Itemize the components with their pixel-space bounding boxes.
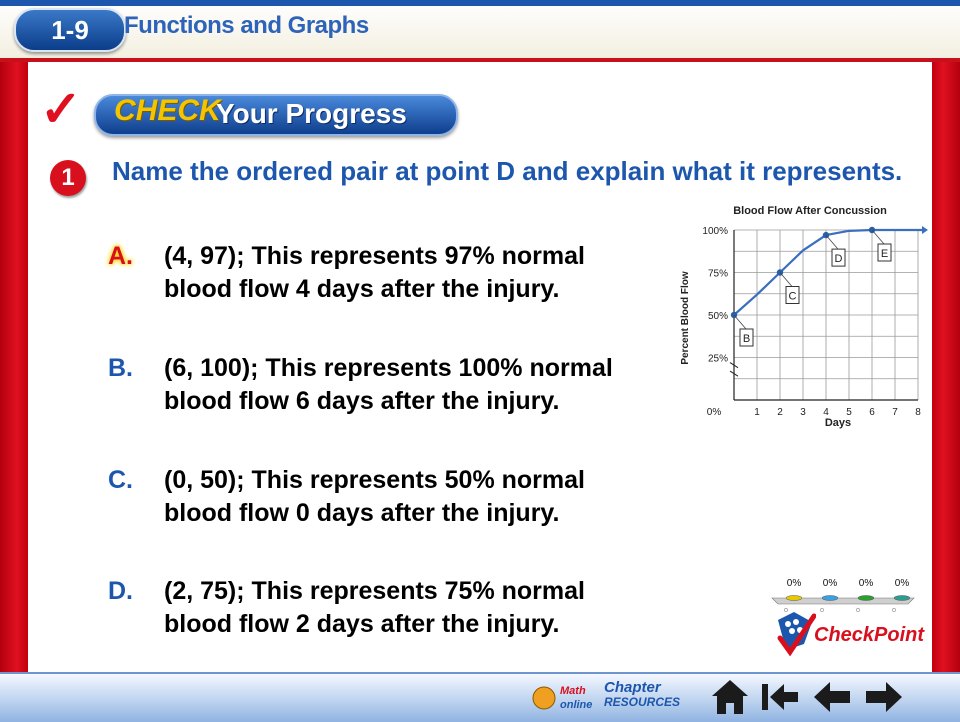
choice-text: (4, 97); This represents 97% normal blood flow 4 days after the injury. bbox=[164, 242, 585, 303]
poll-bars bbox=[772, 578, 914, 612]
banner-progress-words: Your Progress bbox=[216, 98, 407, 129]
previous-slide-button[interactable] bbox=[810, 676, 854, 718]
home-icon bbox=[712, 680, 748, 714]
next-slide-button[interactable] bbox=[862, 676, 906, 718]
chapter-resources-button[interactable] bbox=[604, 680, 680, 710]
chapter-label-bottom: RESOURCES bbox=[604, 695, 681, 709]
x-tick-label: 6 bbox=[869, 407, 875, 418]
home-button[interactable] bbox=[708, 676, 752, 718]
choice-letter: C. bbox=[108, 466, 133, 494]
poll-bar-2 bbox=[822, 596, 838, 601]
poll-bar-3 bbox=[858, 596, 874, 601]
x-tick-label: 5 bbox=[846, 407, 852, 418]
point-label-c: C bbox=[788, 290, 797, 303]
y-tick-label: 100% bbox=[702, 226, 728, 237]
checkpoint-check-icon bbox=[774, 610, 816, 656]
choice-letter: A. bbox=[108, 242, 133, 270]
point-leader-b bbox=[734, 315, 746, 329]
poll-value-2: 0% bbox=[822, 578, 838, 589]
poll-bar-4 bbox=[894, 596, 910, 601]
poll-value-3: 0% bbox=[858, 578, 874, 589]
math-label-top: Math bbox=[560, 685, 586, 697]
x-tick-label: 7 bbox=[892, 407, 898, 418]
x-tick-label: 8 bbox=[915, 407, 921, 418]
checkpoint-logo bbox=[774, 610, 924, 658]
chart-title: Blood Flow After Concussion bbox=[733, 205, 887, 217]
checkpoint-label: CheckPoint bbox=[814, 624, 925, 646]
point-label-e: E bbox=[880, 248, 889, 260]
point-leader-d bbox=[826, 235, 838, 249]
point-leader-e bbox=[872, 230, 884, 244]
header bbox=[0, 0, 960, 62]
question-number-badge: 1 bbox=[50, 160, 86, 196]
chart-xlabel: Days bbox=[824, 417, 852, 429]
choice-text: (0, 50); This represents 50% normal blood flow 0 days after the injury. bbox=[164, 466, 585, 527]
curve-arrowhead bbox=[922, 226, 928, 234]
x-tick-label: 2 bbox=[777, 407, 783, 418]
x-tick-label: 1 bbox=[754, 407, 760, 418]
poll-value-1: 0% bbox=[786, 578, 802, 589]
question-text: Name the ordered pair at point D and explain what it represents. bbox=[112, 156, 903, 186]
lesson-number-badge: 1-9 bbox=[14, 8, 126, 52]
y-tick-label: 75% bbox=[707, 268, 728, 280]
chapter-label-top: Chapter bbox=[604, 679, 661, 696]
arrow-left-icon bbox=[814, 682, 850, 712]
poll-bar-1 bbox=[786, 596, 802, 601]
checkmark-icon: ✓ bbox=[40, 81, 82, 137]
choice-text: (2, 75); This represents 75% normal blood flow 2 days after the injury. bbox=[164, 577, 585, 638]
left-frame bbox=[0, 0, 28, 720]
lesson-title: Functions and Graphs bbox=[124, 12, 369, 39]
check-your-progress-banner bbox=[40, 80, 460, 142]
right-frame bbox=[932, 0, 960, 720]
choice-letter: B. bbox=[108, 354, 133, 382]
choice-text: (6, 100); This represents 100% normal blood flow 6 days after the injury. bbox=[164, 354, 613, 415]
point-leader-c bbox=[780, 273, 792, 287]
point-label-d: D bbox=[834, 253, 843, 266]
math-label-bottom: online bbox=[560, 699, 593, 711]
math-online-button[interactable] bbox=[532, 680, 596, 716]
response-poll bbox=[768, 574, 918, 614]
header-stripe bbox=[0, 0, 960, 6]
arrow-right-icon bbox=[866, 682, 902, 712]
banner-check-word: CHECK bbox=[114, 94, 221, 127]
point-label-b: B bbox=[742, 333, 751, 345]
blood-flow-chart bbox=[672, 200, 932, 435]
poll-value-4: 0% bbox=[894, 578, 910, 589]
first-slide-button[interactable] bbox=[758, 676, 802, 718]
y-tick-label: 50% bbox=[707, 311, 728, 322]
chart-ylabel: Percent Blood Flow bbox=[680, 271, 691, 365]
x-tick-label: 3 bbox=[800, 407, 806, 418]
y-tick-label: 25% bbox=[707, 353, 728, 365]
x-tick-label: 0% bbox=[706, 407, 722, 418]
choice-letter: D. bbox=[108, 577, 133, 605]
chart-points bbox=[731, 226, 928, 346]
globe-icon bbox=[533, 687, 555, 709]
x-tick-label: 4 bbox=[823, 407, 829, 418]
first-slide-icon bbox=[762, 684, 798, 710]
